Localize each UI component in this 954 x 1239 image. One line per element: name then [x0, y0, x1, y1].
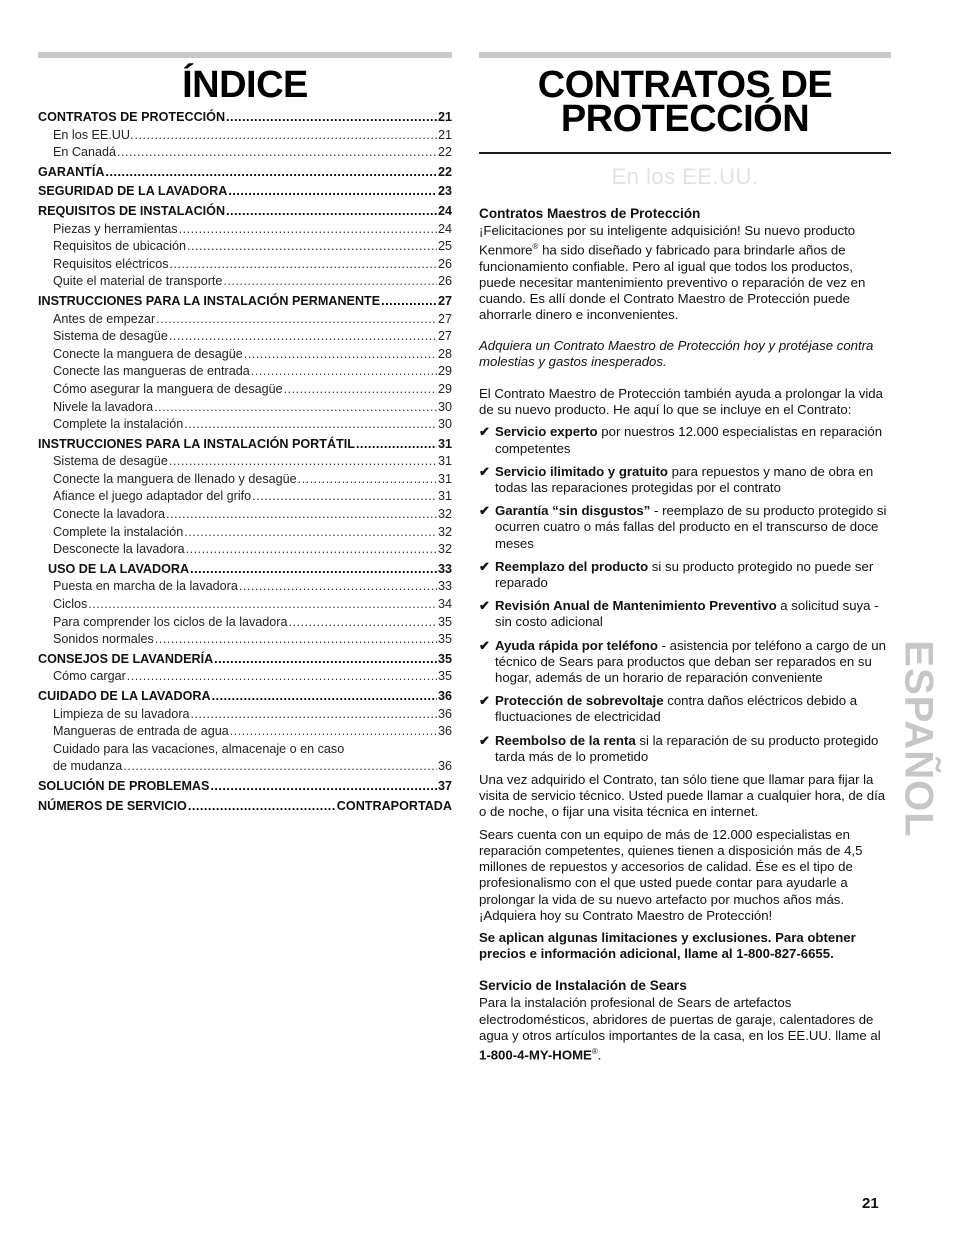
benefit-item — [479, 559, 891, 591]
toc-page: 29 — [437, 381, 452, 396]
benefit-text — [495, 424, 891, 456]
dot-leader — [188, 798, 336, 816]
benefit-text — [495, 503, 891, 552]
toc-subentry — [38, 596, 452, 614]
toc-entry — [38, 561, 452, 579]
toc-title: de mudanza — [53, 759, 123, 774]
toc-page: 31 — [437, 489, 452, 504]
toc-entry — [38, 436, 452, 454]
top-bar — [479, 52, 891, 58]
toc-subentry — [38, 668, 452, 686]
toc-page: 35 — [437, 669, 452, 684]
toc-page: 30 — [437, 399, 452, 414]
dot-leader — [210, 778, 437, 796]
benefit-item — [479, 638, 891, 687]
toc-title: Piezas y herramientas — [53, 221, 178, 236]
dot-leader — [284, 381, 437, 399]
toc-page: 28 — [437, 346, 452, 361]
registered-mark: ® — [532, 242, 539, 252]
toc-subentry — [38, 346, 452, 364]
toc-subentry — [38, 221, 452, 239]
benefit-description: si su producto protegido no puede ser reparado — [495, 558, 874, 591]
toc-title: Complete la instalación — [53, 524, 184, 539]
benefit-title: Servicio experto — [495, 424, 598, 440]
toc-subentry — [38, 127, 452, 145]
toc-title: SEGURIDAD DE LA LAVADORA — [38, 184, 228, 199]
installation-text-end: . — [597, 1047, 602, 1063]
toc-entry — [38, 203, 452, 221]
toc-title: Conecte la manguera de llenado y desagüe — [53, 471, 297, 486]
benefit-description: - asistencia por teléfono a cargo de un técnico de Sears para productos que deban ser reparados en su hogar, además de un horario de reparación conveniente — [495, 637, 886, 686]
benefit-item — [479, 503, 891, 552]
toc-page: 34 — [437, 597, 452, 612]
toc-column — [38, 52, 452, 815]
dot-leader — [169, 328, 437, 346]
benefit-item — [479, 598, 891, 630]
benefit-text — [495, 464, 891, 496]
toc-page: 32 — [437, 507, 452, 522]
toc-entry — [38, 293, 452, 311]
toc-entry — [38, 798, 452, 816]
dot-leader — [187, 238, 437, 256]
toc-subentry — [38, 541, 452, 559]
divider — [479, 152, 891, 154]
benefit-title: Reemplazo del producto — [495, 558, 649, 574]
toc-title: Antes de empezar — [53, 311, 156, 326]
section-title-contracts: Contratos Maestros de Protección — [479, 206, 701, 221]
toc-page: 26 — [437, 274, 452, 289]
checkmark-icon: ✔ — [479, 732, 491, 748]
intro-text-a: ¡Felicitaciones por su inteligente adquisición! Su nuevo producto Kenmore — [479, 223, 856, 258]
toc-subentry — [38, 311, 452, 329]
toc-entry — [38, 183, 452, 201]
toc-page: CONTRAPORTADA — [336, 798, 452, 813]
toc-title: INSTRUCCIONES PARA LA INSTALACIÓN PORTÁTIL — [38, 436, 355, 451]
paragraph-sears-team: Sears cuenta con un equipo de más de 12.000 especialistas en reparación competentes, quienes tienen a disposición más de 4,5 millones de repuestos y accesorios de calidad. Ése es el tipo de profesionalismo con el que usted puede contar para ayudarle a prolongar la vida de su nuevo artefacto por muchos años más. ¡Adquiera hoy su Contrato Maestro de Protección! — [479, 826, 863, 923]
dot-leader — [226, 109, 437, 127]
toc-page: 33 — [437, 579, 452, 594]
benefit-item — [479, 464, 891, 496]
paragraph-limitations: Se aplican algunas limitaciones y exclusiones. Para obtener precios e información adicional, llame al 1-800-827-6655. — [479, 929, 856, 962]
toc-page: 25 — [437, 239, 452, 254]
phone-number: 1-800-4-MY-HOME — [479, 1047, 592, 1063]
language-side-tab — [896, 640, 941, 838]
dot-leader — [190, 561, 437, 579]
dot-leader — [186, 541, 437, 559]
dot-leader — [230, 723, 437, 741]
dot-leader — [289, 614, 437, 632]
toc-subentry — [38, 381, 452, 399]
dot-leader — [356, 436, 437, 454]
toc-title: Afiance el juego adaptador del grifo — [53, 489, 252, 504]
toc-subentry — [38, 524, 452, 542]
dot-leader — [135, 127, 437, 145]
toc-page: 27 — [437, 311, 452, 326]
checkmark-icon: ✔ — [479, 637, 491, 653]
toc-subentry — [38, 506, 452, 524]
benefit-text — [495, 598, 891, 630]
heading-line-2: PROTECCIÓN — [560, 98, 810, 140]
paragraph-installation — [479, 995, 891, 1063]
dot-leader — [184, 524, 437, 542]
dot-leader — [228, 183, 437, 201]
toc-page: 21 — [437, 110, 452, 124]
toc-title: Requisitos de ubicación — [53, 239, 187, 254]
toc-subentry — [38, 328, 452, 346]
registered-mark: ® — [591, 1046, 598, 1056]
benefit-description: contra daños eléctricos debido a fluctuaciones de electricidad — [495, 693, 858, 725]
top-bar — [38, 52, 452, 58]
heading-line-1: CONTRATOS DE — [537, 64, 833, 106]
toc-entry — [38, 688, 452, 706]
toc-title: Sistema de desagüe — [53, 329, 168, 344]
page-number: 21 — [862, 1195, 879, 1212]
dot-leader — [212, 688, 437, 706]
checkmark-icon: ✔ — [479, 424, 491, 440]
dot-leader — [184, 416, 437, 434]
dot-leader — [166, 506, 437, 524]
dot-leader — [381, 293, 437, 311]
checkmark-icon: ✔ — [479, 598, 491, 614]
toc-page: 37 — [437, 778, 452, 793]
installation-text: Para la instalación profesional de Sears de artefactos electrodomésticos, abridores de puertas de garaje, calentadores de agua y otros artículos importantes de la casa, en los EE.UU. llame al — [479, 995, 881, 1043]
toc-page: 24 — [437, 203, 452, 218]
toc-subentry — [38, 256, 452, 274]
dot-leader — [214, 651, 437, 669]
benefit-text — [495, 559, 891, 591]
benefit-text — [495, 638, 891, 687]
toc-title: Quite el material de transporte — [53, 274, 223, 289]
dot-leader — [123, 758, 437, 776]
toc-page: 36 — [437, 706, 452, 721]
toc-page: 31 — [437, 454, 452, 469]
toc-page: 31 — [437, 471, 452, 486]
toc-title: CONTRATOS DE PROTECCIÓN — [38, 110, 226, 124]
benefit-description: si la reparación de su producto protegido tarda más de lo prometido — [495, 732, 879, 764]
paragraph-intro — [479, 223, 891, 324]
toc-subentry — [38, 631, 452, 649]
toc-subentry — [38, 144, 452, 162]
benefit-text — [495, 693, 891, 725]
benefit-title: Garantía “sin disgustos” — [495, 503, 651, 519]
toc-title: Sonidos normales — [53, 632, 154, 647]
toc-title: Sistema de desagüe — [53, 454, 168, 469]
dot-leader — [239, 578, 437, 596]
benefit-title: Revisión Anual de Mantenimiento Preventivo — [495, 598, 777, 614]
toc-page: 27 — [437, 293, 452, 308]
dot-leader — [155, 631, 437, 649]
toc-title: Desconecte la lavadora — [53, 542, 185, 557]
toc-subentry — [38, 758, 452, 776]
toc-page: 35 — [437, 632, 452, 647]
toc-page: 22 — [437, 164, 452, 179]
side-tab-label: ESPAÑOL — [896, 640, 941, 838]
toc-entry — [38, 109, 452, 127]
toc-title: SOLUCIÓN DE PROBLEMAS — [38, 778, 210, 793]
toc-title: NÚMEROS DE SERVICIO — [38, 798, 187, 813]
toc-subentry — [38, 238, 452, 256]
benefit-description: - reemplazo de su producto protegido si ocurren cuatro o más fallas del producto en el transcurso de doce meses — [495, 503, 887, 551]
toc-page: 22 — [437, 145, 452, 160]
intro-text-b: ha sido diseñado y fabricado para brindarle años de funcionamiento confiable. Pero al igual que todos los productos, puede necesitar mantenimiento preventivo o reparación de vez en cuando. Es allí donde el Contrato Maestro de Protección puede ahorrarle dinero e inconvenientes. — [479, 242, 866, 323]
toc-page: 27 — [437, 329, 452, 344]
toc-title: GARANTÍA — [38, 164, 105, 179]
benefit-text — [495, 733, 891, 765]
toc-title: USO DE LA LAVADORA — [48, 561, 190, 576]
toc-title: Nivele la lavadora — [53, 399, 154, 414]
dot-leader — [117, 144, 437, 162]
toc-page: 32 — [437, 524, 452, 539]
toc-title: Puesta en marcha de la lavadora — [53, 579, 238, 594]
benefit-description: por nuestros 12.000 especialistas en reparación competentes — [495, 424, 883, 456]
checkmark-icon: ✔ — [479, 503, 491, 519]
toc-title: Requisitos eléctricos — [53, 256, 169, 271]
dot-leader — [226, 203, 437, 221]
toc-page: 36 — [437, 724, 452, 739]
benefit-title: Servicio ilimitado y gratuito — [495, 463, 668, 479]
paragraph-call: Una vez adquirido el Contrato, tan sólo tiene que llamar para fijar la visita de servicio técnico. Usted puede llamar a cualquier hora, de día o de noche, o fijar una visita técnica en internet. — [479, 772, 886, 820]
toc-page: 32 — [437, 542, 452, 557]
toc-title: REQUISITOS DE INSTALACIÓN — [38, 203, 226, 218]
toc-subentry — [38, 471, 452, 489]
table-of-contents — [38, 109, 452, 815]
toc-page: 31 — [437, 436, 452, 451]
toc-page: 23 — [437, 184, 452, 199]
toc-title: Complete la instalación — [53, 417, 184, 432]
benefit-title: Ayuda rápida por teléfono — [495, 637, 658, 653]
toc-page: 24 — [437, 221, 452, 236]
paragraph-includes: El Contrato Maestro de Protección también ayuda a prolongar la vida de su nuevo producto. He aquí lo que se incluye en el Contrato: — [479, 386, 883, 418]
toc-title: Cómo asegurar la manguera de desagüe — [53, 381, 283, 396]
dot-leader — [251, 363, 437, 381]
toc-title: CONSEJOS DE LAVANDERÍA — [38, 651, 214, 666]
toc-subentry — [38, 723, 452, 741]
toc-subentry — [38, 273, 452, 291]
toc-page: 30 — [437, 417, 452, 432]
toc-subentry — [38, 706, 452, 724]
paragraph-italic: Adquiera un Contrato Maestro de Protección hoy y protéjase contra molestias y gastos inesperados. — [479, 337, 874, 369]
checkmark-icon: ✔ — [479, 558, 491, 574]
benefit-description: para repuestos y mano de obra en todas las reparaciones protegidas por el contrato — [495, 463, 874, 496]
dot-leader — [298, 471, 437, 489]
dot-leader — [156, 311, 437, 329]
toc-entry — [38, 778, 452, 796]
dot-leader — [244, 346, 437, 364]
toc-page: 26 — [437, 256, 452, 271]
checkmark-icon: ✔ — [479, 463, 491, 479]
toc-page: 21 — [437, 127, 452, 142]
index-heading: ÍNDICE — [182, 64, 308, 106]
dot-leader — [127, 668, 437, 686]
dot-leader — [191, 706, 437, 724]
toc-title: Mangueras de entrada de agua — [53, 724, 229, 739]
dot-leader — [88, 596, 437, 614]
toc-entry — [38, 164, 452, 182]
toc-subentry — [38, 488, 452, 506]
toc-page: 35 — [437, 614, 452, 629]
toc-subentry — [38, 399, 452, 417]
toc-subentry — [38, 453, 452, 471]
benefit-item — [479, 693, 891, 725]
toc-title: INSTRUCCIONES PARA LA INSTALACIÓN PERMANENTE — [38, 293, 381, 308]
dot-leader — [170, 256, 437, 274]
toc-line: Cuidado para las vacaciones, almacenaje o en caso — [53, 741, 345, 756]
toc-title: Ciclos — [53, 597, 88, 612]
toc-title: Conecte las mangueras de entrada — [53, 364, 250, 379]
dot-leader — [179, 221, 437, 239]
checkmark-icon: ✔ — [479, 693, 491, 709]
toc-title: CUIDADO DE LA LAVADORA — [38, 689, 211, 703]
toc-title: Para comprender los ciclos de la lavadora — [53, 614, 288, 629]
benefit-item — [479, 424, 891, 456]
benefit-item — [479, 733, 891, 765]
toc-title: En Canadá — [53, 145, 117, 160]
benefits-list — [479, 424, 891, 765]
toc-title: Cómo cargar — [53, 669, 126, 684]
toc-page: 36 — [437, 689, 452, 703]
dot-leader — [169, 453, 437, 471]
toc-page: 36 — [437, 759, 452, 774]
benefit-title: Reembolso de la renta — [495, 732, 636, 748]
benefit-title: Protección de sobrevoltaje — [495, 693, 664, 709]
dot-leader — [105, 164, 437, 182]
toc-subentry — [38, 578, 452, 596]
toc-title: Conecte la manguera de desagüe — [53, 346, 243, 361]
toc-page: 35 — [437, 651, 452, 666]
toc-page: 33 — [437, 561, 452, 576]
dot-leader — [154, 399, 437, 417]
toc-entry — [38, 651, 452, 669]
toc-subentry — [38, 416, 452, 434]
toc-title: Limpieza de su lavadora — [53, 706, 190, 721]
toc-title: Conecte la lavadora — [53, 507, 166, 522]
section-title-installation: Servicio de Instalación de Sears — [479, 978, 687, 994]
benefit-description: a solicitud suya - sin costo adicional — [495, 598, 879, 630]
toc-title: En los EE.UU. — [53, 127, 134, 142]
toc-page: 29 — [437, 364, 452, 379]
contracts-column — [479, 52, 891, 1064]
toc-subentry — [38, 614, 452, 632]
region-subheading: En los EE.UU. — [611, 164, 759, 189]
contracts-heading — [479, 64, 891, 140]
dot-leader — [252, 488, 437, 506]
dot-leader — [223, 273, 437, 291]
toc-subentry — [38, 363, 452, 381]
